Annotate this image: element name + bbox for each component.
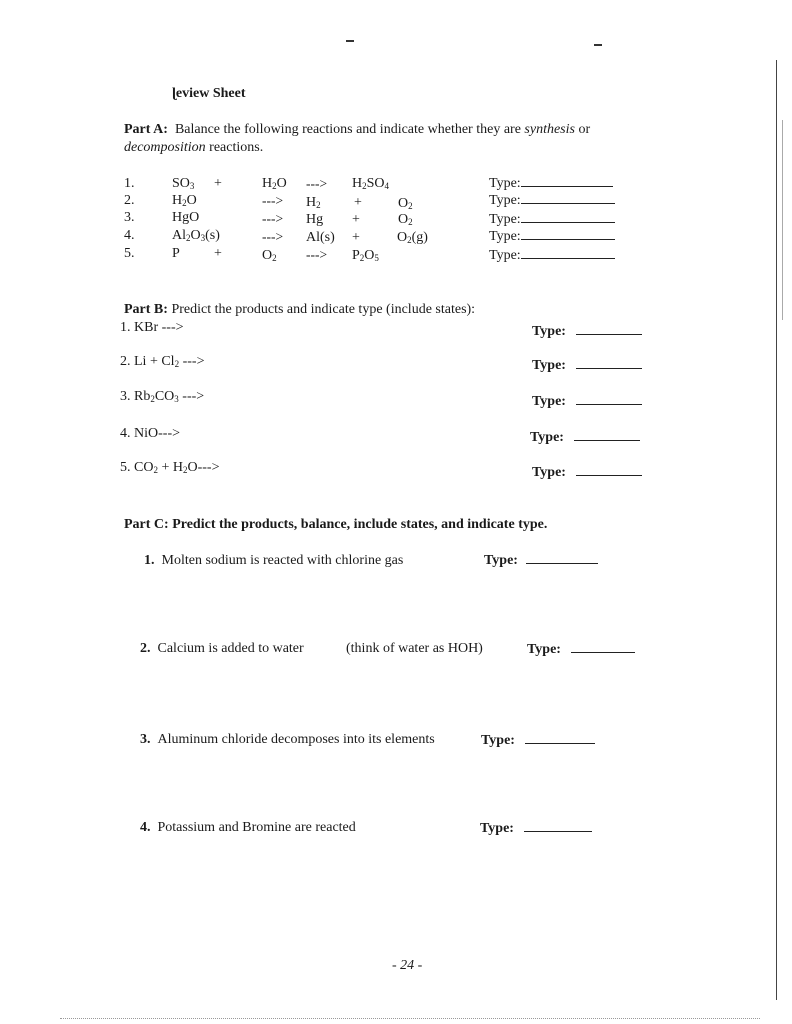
scan-dots <box>60 1018 760 1019</box>
part-b-instruction <box>124 302 475 318</box>
product: $P_2O_5$ <box>352 248 379 263</box>
part-c-note: (think of water as HOH) <box>346 641 483 656</box>
type-field: Type: <box>489 193 615 209</box>
scan-mark <box>346 40 354 42</box>
part-c-item: 2. Calcium is added to water <box>140 641 304 656</box>
page-title: ɭeview Sheet <box>172 86 246 101</box>
plus-sign: + <box>214 246 222 261</box>
part-b-label: Part B: <box>124 302 168 317</box>
part-c-heading: Part C: Predict the products, balance, include states, and indicate type. <box>124 517 548 532</box>
synthesis-word: synthesis <box>524 122 575 137</box>
reactant: $H_2O$ <box>262 176 287 191</box>
arrow: ---> <box>306 247 328 262</box>
reactant: $O_2$ <box>262 248 277 263</box>
plus-sign: + <box>354 195 362 210</box>
type-field: Type: <box>480 821 592 837</box>
page-edge-line <box>782 120 783 320</box>
product: $O_2$ <box>398 196 413 211</box>
product: Al(s) <box>306 230 335 245</box>
type-field: Type: <box>530 430 640 446</box>
plus-sign: + <box>352 212 360 227</box>
scan-mark <box>594 44 602 46</box>
reaction-number: 5. <box>124 246 135 261</box>
product: $O_2(g)$ <box>397 230 428 245</box>
type-field: Type: <box>489 212 615 228</box>
type-field: Type: <box>527 642 635 658</box>
type-field: Type: <box>532 394 642 410</box>
type-field: Type: <box>481 733 595 749</box>
part-c-item: 1. Molten sodium is reacted with chlorine gas <box>144 553 404 568</box>
type-field: Type: <box>484 553 598 569</box>
type-field: Type: <box>489 248 615 264</box>
type-field: Type: <box>532 465 642 481</box>
product: $H_2$ <box>306 195 321 210</box>
reactant: HgO <box>172 210 200 225</box>
part-a-instruction <box>124 122 590 138</box>
decomposition-word: decomposition <box>124 140 206 155</box>
type-field: Type: <box>532 324 642 340</box>
part-c-item: 4. Potassium and Bromine are reacted <box>140 820 356 835</box>
part-a-label: Part A: <box>124 122 168 137</box>
type-field: Type: <box>489 176 613 192</box>
reactant: $SO_3$ <box>172 176 195 191</box>
type-field: Type: <box>532 358 642 374</box>
reaction-number: 3. <box>124 210 135 225</box>
arrow: ---> <box>262 229 284 244</box>
product: Hg <box>306 212 324 227</box>
product: $O_2$ <box>398 212 413 227</box>
part-b-item: 5. $CO_2 + H_2O--->$ <box>120 460 220 475</box>
reaction-number: 4. <box>124 228 135 243</box>
part-b-item: 1. KBr ---> <box>120 320 184 335</box>
part-b-text: Predict the products and indicate type (include states): <box>171 302 476 317</box>
arrow: ---> <box>262 211 284 226</box>
reactant: $H_2O$ <box>172 193 197 208</box>
product: $H_2SO_4$ <box>352 176 390 191</box>
part-a-instruction-line2 <box>124 140 263 156</box>
part-c-item: 3. Aluminum chloride decomposes into its elements <box>140 732 435 747</box>
plus-sign: + <box>352 230 360 245</box>
page-number: - 24 - <box>392 958 423 973</box>
arrow: ---> <box>306 176 328 191</box>
reaction-number: 2. <box>124 193 135 208</box>
or-word: or <box>578 122 591 137</box>
part-b-item: 2. $Li + Cl_2$ ---> <box>120 354 205 369</box>
part-b-item: 3. $Rb_2CO_3$ ---> <box>120 389 205 404</box>
part-a-text-end: reactions. <box>209 140 264 155</box>
plus-sign: + <box>214 176 222 191</box>
arrow: ---> <box>262 193 284 208</box>
reactant: P <box>172 246 180 261</box>
type-field: Type: <box>489 229 615 245</box>
part-a-text: Balance the following reactions and indicate whether they are <box>174 122 521 137</box>
part-b-item: 4. NiO---> <box>120 426 181 441</box>
reactant: $Al_2O_3(s)$ <box>172 228 220 243</box>
reaction-number: 1. <box>124 176 135 191</box>
page-edge-line <box>776 60 777 1000</box>
